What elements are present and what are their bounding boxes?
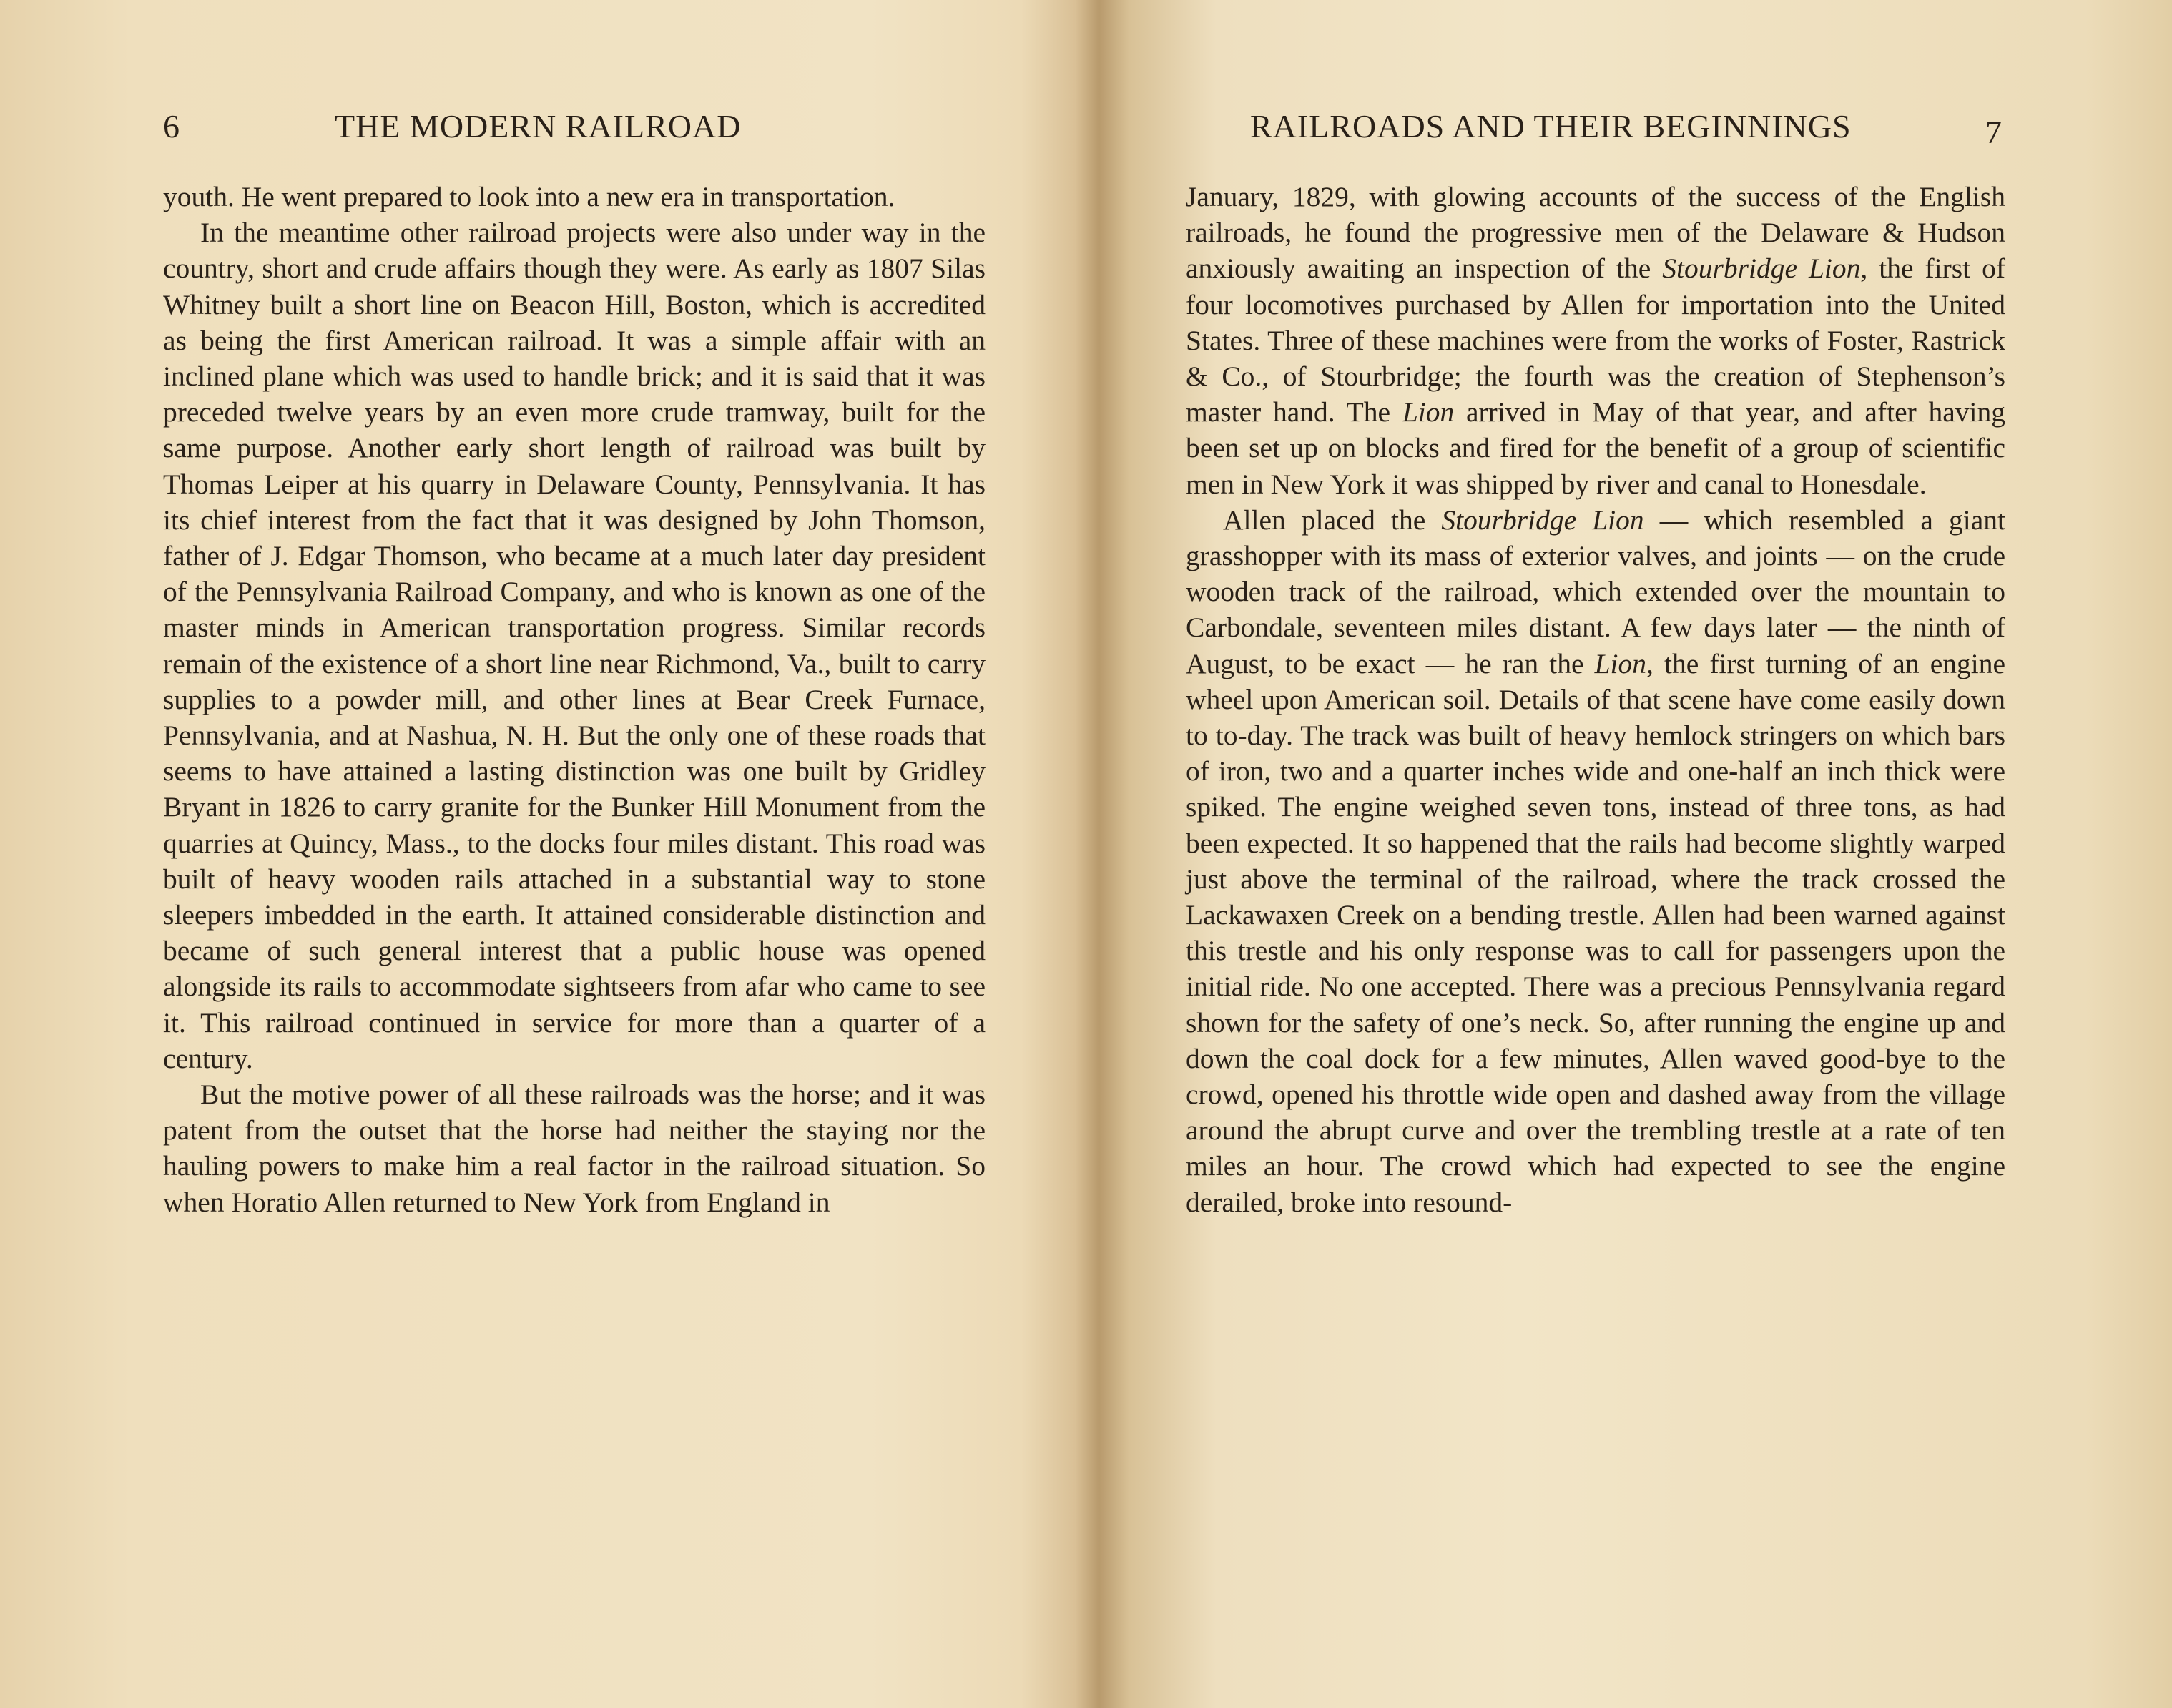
page-number-right: 7 [1985, 114, 2003, 150]
right-page-header [1186, 107, 2005, 150]
italic-title: Lion [1402, 396, 1455, 428]
text-run: the first turning of an engine wheel upon American soil. Details of that scene have come easily down to to-day. The track was built of heavy hemlock stringers on which bars of iron, two and a quarter inches wide and one-half an inch thick were spiked. The engine weighed seven tons, instead of three tons, as had been expected. It so happened that the rails had become slightly warped just above the terminal of the railroad, where the track crossed the Lackawaxen Creek on a bending trestle. Allen had been warned against this trestle and his only response was to call for passengers upon the initial ride. No one accepted. There was a precious Pennsylvania regard shown for the safety of one’s neck. So, after running the engine up and down the coal dock for a few minutes, Allen waved good-bye to the crowd, opened his throttle wide open and dashed away from the village around the abrupt curve and over the trembling trestle at a rate of ten miles an hour. The crowd which had expected to see the engine derailed, broke into resound- [1186, 647, 2005, 1218]
paragraph: But the motive power of all these railroads was the horse; and it was patent from the outset that the horse had neither the staying nor the hauling powers to make him a real factor in the railroad situation. So when Horatio Allen returned to New York from England in [163, 1079, 986, 1218]
paragraph [1186, 502, 2005, 1220]
paragraph [1186, 179, 2005, 502]
text-run: arrived in May of that year, and after having been set up on blocks and fired for the benefit of a group of scientific men in New York it was shipped by river and canal to Honesdale. [1186, 396, 2005, 500]
paragraph: In the meantime other railroad projects were also under way in the country, short and crude affairs though they were. As early as 1807 Silas Whitney built a short line on Beacon Hill, Boston, which is accredited as being the first American railroad. It was a simple affair with an inclined plane which was used to handle brick; and it is said that it was preceded twelve years by an even more crude tramway, built for the same purpose. Another early short length of railroad was built by Thomas Leiper at his quarry in Delaware County, Pennsylvania. It has its chief interest from the fact that it was designed by John Thomson, father of J. Edgar Thomson, who became at a much later day president of the Pennsylvania Railroad Company, and who is known as one of the master minds in American transportation progress. Similar records remain of the existence of a short line near Richmond, Va., built to carry supplies to a powder mill, and other lines at Bear Creek Furnace, Pennsylvania, and at Nashua, N. H. But the only one of these roads that seems to have attained a lasting distinction was one built by Gridley Bryant in 1826 to carry granite for the Bunker Hill Monument from the quarries at Quincy, Mass., to the docks four miles distant. This road was built of heavy wooden rails attached in a substantial way to stone sleepers imbedded in the earth. It attained considerable distinction and became of such general interest that a public house was opened alongside its rails to accommodate sightseers from afar who came to see it. This railroad continued in service for more than a quarter of a century. [163, 217, 986, 1074]
text-run: Allen placed the [1223, 504, 1442, 536]
right-page-body [1186, 179, 2005, 1220]
italic-title: Stourbridge Lion [1441, 504, 1644, 536]
paragraph: youth. He went prepared to look into a new era in transportation. [163, 181, 895, 212]
right-page [1186, 107, 2005, 1667]
text-run: — which resembled a giant grasshopper with its mass of exterior valves, and joints — on the crude wooden track of the railroad, which extended over the mountain to Carbondale, seventeen miles distant. A few days later — the ninth of August, to be exact — he ran the [1186, 504, 2005, 679]
italic-title: Stourbridge Lion, [1662, 252, 1868, 285]
page-number-left: 6 [163, 108, 180, 144]
left-page-header [163, 107, 986, 150]
text-run: the first of four locomotives purchased by Allen for importation into the United States. Three of these machines were from the works of Foster, Rastrick & Co., of Stourbridge; the fourth was the creation of Stephenson’s master hand. The [1186, 252, 2005, 428]
text-run: January, 1829, with glowing accounts of the success of the English railroads, he found the progressive men of the Delaware & Hudson anxiously awaiting an inspection of the [1186, 181, 2005, 285]
running-head-left: THE MODERN RAILROAD [335, 108, 742, 144]
left-page [163, 107, 986, 1667]
left-page-body [163, 179, 986, 1220]
italic-title: Lion, [1594, 647, 1653, 679]
running-head-right: RAILROADS AND THEIR BEGINNINGS [1250, 108, 1852, 144]
